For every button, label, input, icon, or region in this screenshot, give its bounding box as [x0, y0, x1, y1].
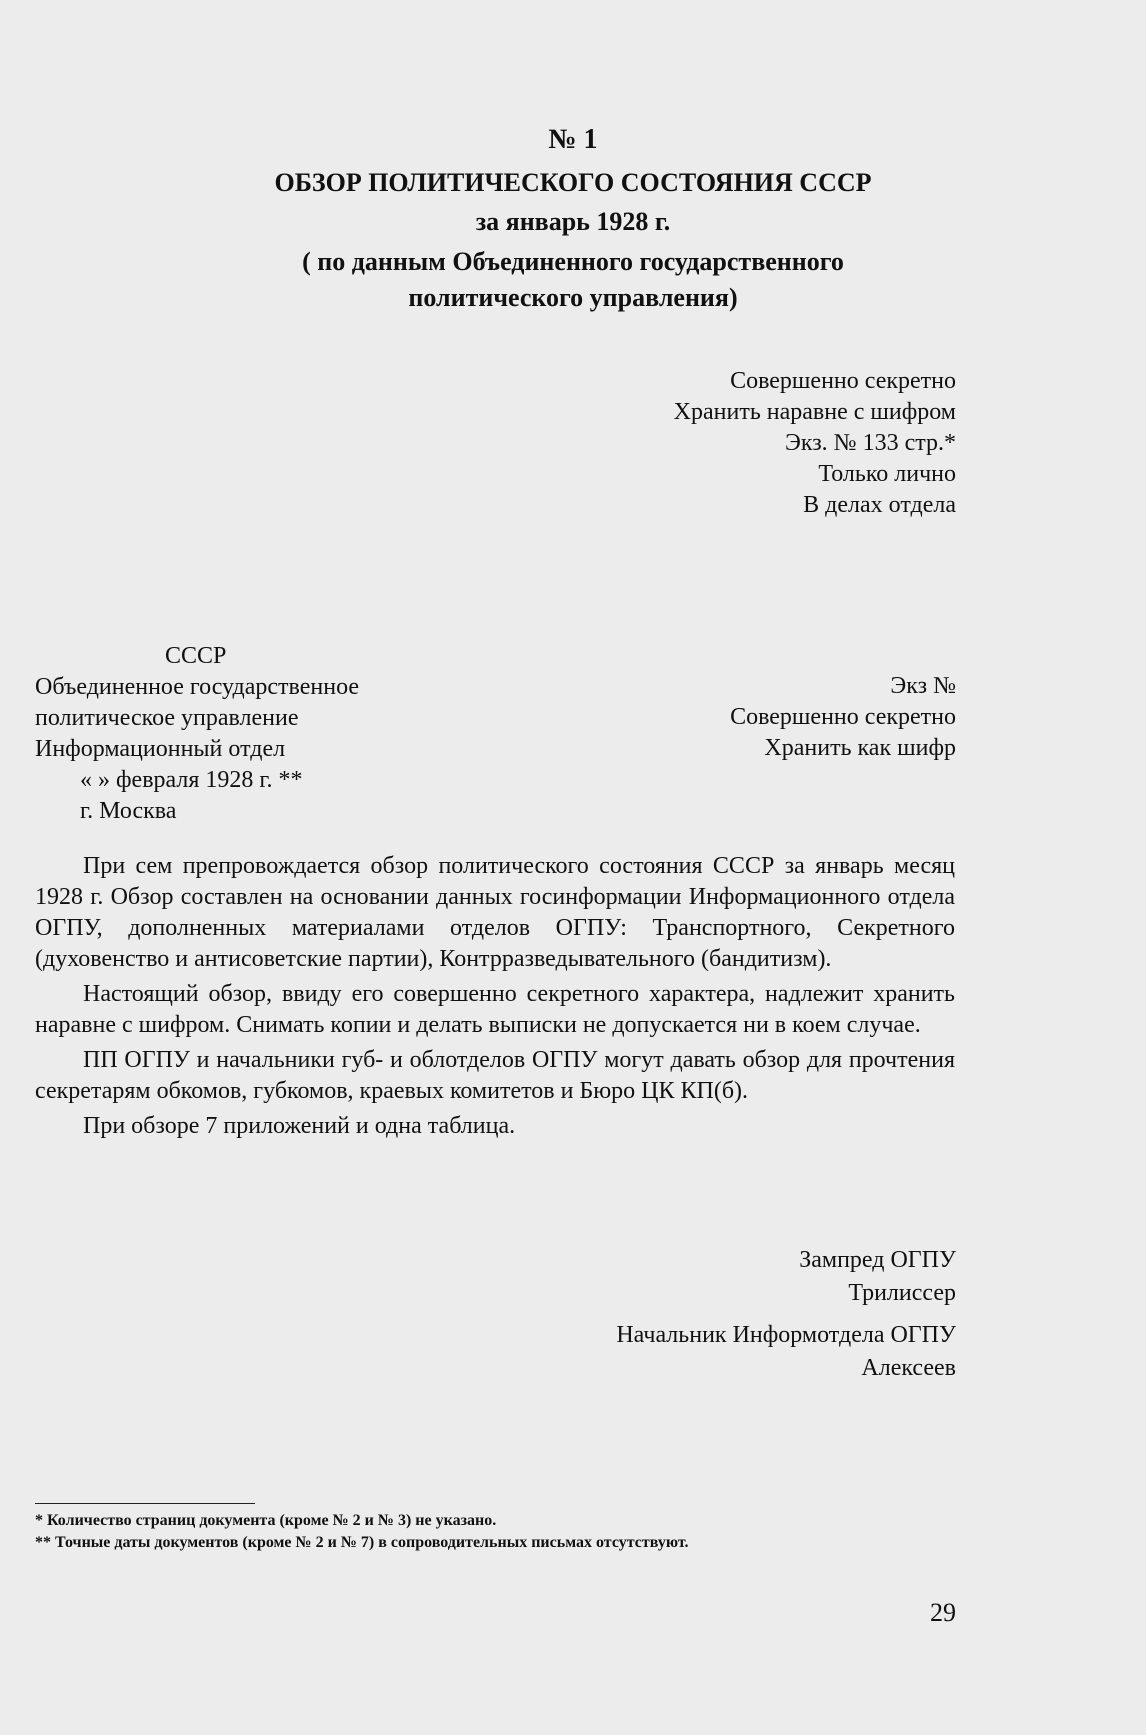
- footnote: * Количество страниц документа (кроме № 2 и № 3) не указано.: [35, 1512, 497, 1529]
- stamp-line: Экз. № 133 стр.*: [785, 430, 956, 456]
- body-paragraph: ПП ОГПУ и начальники губ- и облотделов ОГПУ могут давать обзор для прочтения секретарям обкомов, губкомов, краевых комитетов и Бюро ЦК КП(б).: [35, 1047, 955, 1104]
- sender-city: г. Москва: [80, 798, 177, 824]
- sender-line: политическое управление: [35, 705, 299, 731]
- body-paragraph: При обзоре 7 приложений и одна таблица.: [83, 1113, 516, 1139]
- document-source-line2: политического управления): [408, 283, 738, 312]
- stamp-line: Только лично: [818, 461, 956, 487]
- body-paragraph: Настоящий обзор, ввиду его совершенно секретного характера, надлежит хранить наравне с шифром. Снимать копии и делать выписки не допускается ни в коем случае.: [35, 981, 955, 1038]
- signature-block-deputy: [799, 1244, 956, 1310]
- footnote-divider: [35, 1503, 255, 1504]
- body-paragraph: При сем препровождается обзор политического состояния СССР за январь месяц 1928 г. Обзор составлен на основании данных госинформации Информационного отдела ОГПУ, дополненных материалами отделов ОГПУ: Транспортного, Секретного (духовенство и антисоветские партии), Контрразведывательного (бандитизм).: [35, 853, 955, 972]
- footnotes: [35, 1510, 689, 1554]
- sender-country: СССР: [165, 643, 227, 669]
- classification-stamp-mid: [730, 671, 956, 764]
- signature-title: Начальник Информотдела ОГПУ: [616, 1322, 956, 1348]
- classification-stamp-top: [674, 366, 956, 521]
- sender-line: Объединенное государственное: [35, 674, 360, 700]
- signature-name: Алексеев: [861, 1355, 956, 1381]
- stamp-line: Экз №: [890, 673, 956, 699]
- signature-title: Зампред ОГПУ: [799, 1247, 956, 1273]
- signature-name: Трилиссер: [848, 1280, 956, 1306]
- document-source-line1: ( по данным Объединенного государственного: [302, 247, 844, 276]
- body-text: [35, 851, 955, 1142]
- stamp-line: Хранить как шифр: [764, 735, 956, 761]
- sender-block: [35, 641, 359, 827]
- document-number: № 1: [548, 124, 598, 155]
- stamp-line: Хранить наравне с шифром: [673, 399, 956, 425]
- sender-date: « » февраля 1928 г. **: [80, 767, 303, 793]
- stamp-line: Совершенно секретно: [730, 704, 956, 730]
- document-title: ОБЗОР ПОЛИТИЧЕСКОГО СОСТОЯНИЯ СССР: [274, 168, 872, 197]
- document-period: за январь 1928 г.: [475, 207, 671, 236]
- stamp-line: В делах отдела: [803, 492, 956, 518]
- page-number: 29: [930, 1598, 956, 1627]
- footnote: ** Точные даты документов (кроме № 2 и № 7) в сопроводительных письмах отсутствуют.: [35, 1534, 689, 1551]
- stamp-line: Совершенно секретно: [730, 368, 956, 394]
- sender-line: Информационный отдел: [35, 736, 286, 762]
- signature-block-head: [616, 1319, 956, 1385]
